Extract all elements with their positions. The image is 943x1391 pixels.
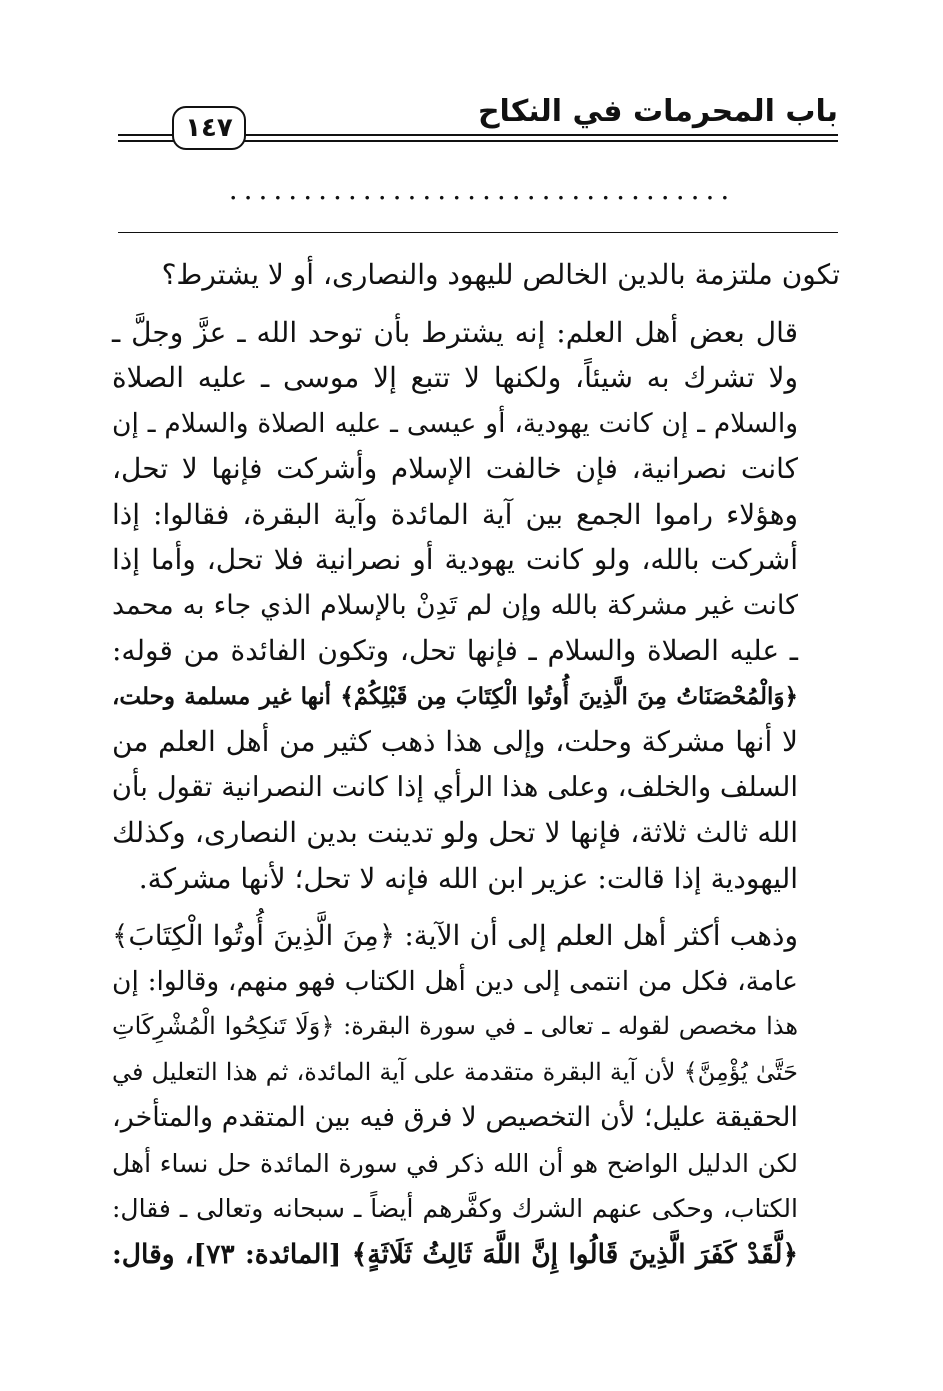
text-line: اليهودية إذا قالت: عزير ابن الله فإنه لا تحل؛ لأنها مشركة. <box>138 861 798 895</box>
text-line: حَتَّىٰ يُؤْمِنَّ﴾ لأن آية البقرة متقدمة على آية المائدة، ثم هذا التعليل في <box>112 1057 798 1086</box>
body-text <box>112 252 840 1277</box>
text-line: وذهب أكثر أهل العلم إلى أن الآية: ﴿مِنَ الَّذِينَ أُوتُوا الْكِتَابَ﴾ <box>112 919 798 952</box>
text-line: الله ثالث ثلاثة، فإنها لا تحل ولو تدينت بدين النصارى، وكذلك <box>112 816 798 849</box>
paragraph-1 <box>112 252 840 298</box>
quran-verse-line: ﴿لَّقَدْ كَفَرَ الَّذِينَ قَالُوا إِنَّ اللَّهَ ثَالِثُ ثَلَاثَةٍ﴾ [المائدة: ٧٣]، وقال: <box>112 1238 798 1270</box>
paragraph-2 <box>112 310 840 902</box>
text-divider <box>118 232 838 233</box>
text-line: والسلام ـ إن كانت يهودية، أو عيسى ـ عليه الصلاة والسلام ـ إن <box>112 407 798 439</box>
text-line: ولا تشرك به شيئاً، ولكنها لا تتبع إلا موسى ـ عليه الصلاة <box>112 361 798 394</box>
page-header <box>118 88 838 158</box>
text-line: كانت غير مشركة بالله وإن لم تَدِنْ بالإسلام الذي جاء به محمد <box>112 589 798 621</box>
text-line: هذا مخصص لقوله ـ تعالى ـ في سورة البقرة: ﴿وَلَا تَنكِحُوا الْمُشْرِكَاتِ <box>112 1012 798 1040</box>
text-line: ـ عليه الصلاة والسلام ـ فإنها تحل، وتكون الفائدة من قوله: <box>112 634 798 667</box>
text-line: السلف والخلف، وعلى هذا الرأي إذا كانت النصرانية تقول بأن <box>111 770 798 803</box>
text-line: كانت نصرانية، فإن خالفت الإسلام وأشركت فإنها لا تحل، <box>112 452 798 485</box>
text-line: الكتاب، وحكى عنهم الشرك وكفَّرهم أيضاً ـ سبحانه وتعالى ـ فقال: <box>112 1194 798 1223</box>
quran-verse-line: ﴿وَالْمُحْصَنَاتُ مِنَ الَّذِينَ أُوتُوا الْكِتَابَ مِن قَبْلِكُمْ﴾ أنها غير مسلمة وحلت، <box>112 682 798 710</box>
text-line: قال بعض أهل العلم: إنه يشترط بأن توحد الله ـ عزَّ وجلَّ ـ <box>112 315 798 349</box>
page-number: ١٤٧ <box>172 106 246 150</box>
chapter-title: باب المحرمات في النكاح <box>477 94 838 129</box>
dotted-separator: .................................. <box>228 173 736 206</box>
text-line: تكون ملتزمة بالدين الخالص لليهود والنصارى، أو لا يشترط؟ <box>161 258 840 291</box>
paragraph-3 <box>112 913 840 1277</box>
text-line: لكن الدليل الواضح هو أن الله ذكر في سورة المائدة حل نساء أهل <box>112 1148 798 1178</box>
text-line: وهؤلاء راموا الجمع بين آية المائدة وآية البقرة، فقالوا: إذا <box>112 497 798 531</box>
text-line: أشركت بالله، ولو كانت يهودية أو نصرانية فلا تحل، وأما إذا <box>112 543 798 576</box>
text-line: لا أنها مشركة وحلت، وإلى هذا ذهب كثير من أهل العلم من <box>112 725 798 758</box>
text-line: الحقيقة عليل؛ لأن التخصيص لا فرق فيه بين المتقدم والمتأخر، <box>112 1102 798 1133</box>
text-line: عامة، فكل من انتمى إلى دين أهل الكتاب فهو منهم، وقالوا: إن <box>112 965 798 997</box>
